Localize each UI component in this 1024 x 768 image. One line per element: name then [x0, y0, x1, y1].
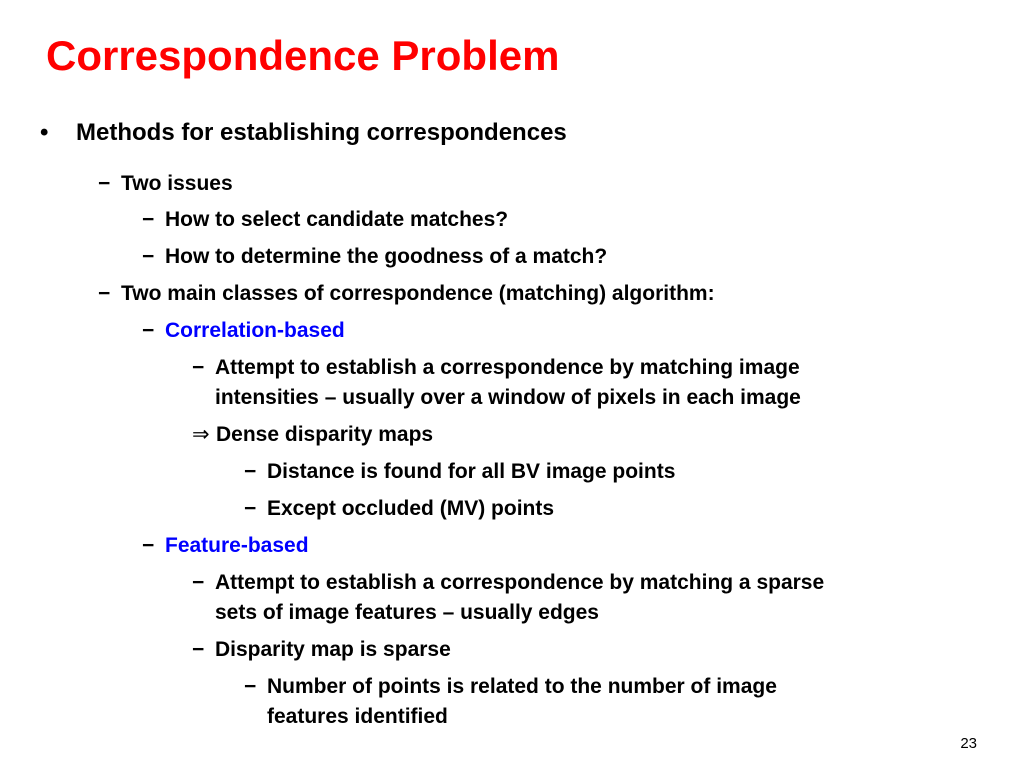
bullet-methods: [40, 118, 567, 148]
subitem-correlation-description: [192, 353, 801, 413]
bullet-text: Methods for establishing correspondences: [76, 119, 567, 146]
subitem-feature-based: [142, 531, 309, 561]
subitem-text: Two issues: [121, 172, 233, 195]
slide-title: Correspondence Problem: [46, 32, 560, 79]
dash-marker: −: [98, 172, 111, 195]
dash-marker: −: [192, 356, 205, 379]
dash-marker: −: [244, 497, 257, 520]
feature-based-label: Feature-based: [165, 534, 309, 557]
subitem-text: How to select candidate matches?: [165, 208, 509, 231]
subitem-dense-disparity: [192, 420, 433, 450]
subitem-text: Except occluded (MV) points: [267, 497, 555, 520]
dash-marker: −: [142, 245, 155, 268]
subitem-text: Attempt to establish a correspondence by matching a sparse sets of image features – usually edges: [215, 571, 825, 624]
subitem-text: How to determine the goodness of a match?: [165, 245, 608, 268]
subitem-select-candidate: [142, 205, 508, 235]
dash-marker: −: [142, 534, 155, 557]
subitem-correlation-based: [142, 316, 345, 346]
subitem-text: Attempt to establish a correspondence by matching image intensities – usually over a window of pixels in each image: [215, 356, 801, 409]
subitem-disparity-sparse: [192, 635, 451, 665]
correlation-based-label: Correlation-based: [165, 319, 345, 342]
subitem-two-main-classes: [98, 279, 715, 309]
subitem-distance-found: [244, 457, 675, 487]
dash-marker: −: [192, 571, 205, 594]
dash-marker: −: [98, 282, 111, 305]
dash-marker: −: [244, 460, 257, 483]
subitem-text: Dense disparity maps: [216, 423, 434, 446]
subitem-text: Two main classes of correspondence (matching) algorithm:: [121, 282, 715, 305]
bullet-marker: •: [40, 119, 49, 146]
subitem-text: Disparity map is sparse: [215, 638, 451, 661]
subitem-text: Distance is found for all BV image points: [267, 460, 676, 483]
subitem-number-of-points: [244, 672, 777, 732]
subitem-feature-description: [192, 568, 824, 628]
page-number: 23: [960, 735, 977, 752]
dash-marker: −: [192, 638, 205, 661]
dash-marker: −: [142, 319, 155, 342]
implies-arrow-icon: ⇒: [192, 423, 210, 446]
dash-marker: −: [142, 208, 155, 231]
subitem-except-occluded: [244, 494, 554, 524]
dash-marker: −: [244, 675, 257, 698]
subitem-two-issues: [98, 169, 233, 199]
subitem-goodness-match: [142, 242, 607, 272]
subitem-text: Number of points is related to the number of image features identified: [267, 675, 777, 728]
